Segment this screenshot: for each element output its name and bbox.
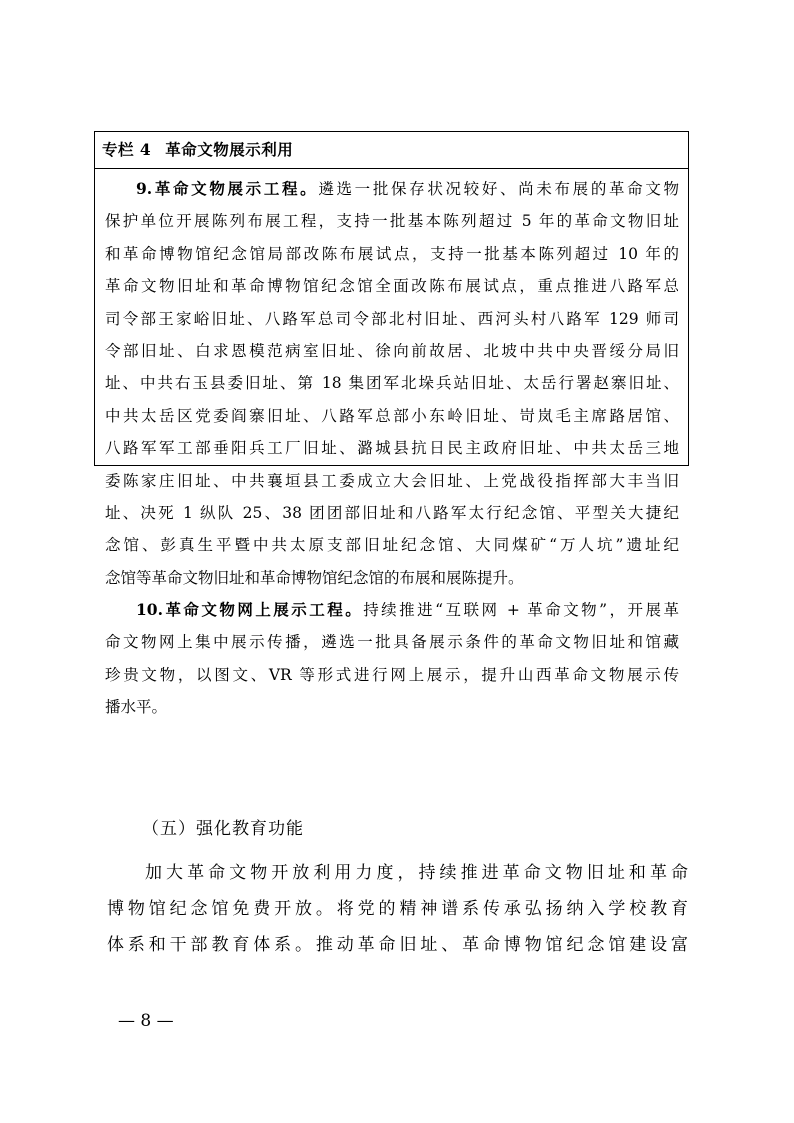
section-body bbox=[107, 855, 689, 963]
item10-heading: 10.革命文物网上展示工程。 bbox=[136, 600, 364, 620]
item9-line: 委陈家庄旧址、中共襄垣县工委成立大会旧址、上党战役指挥部大丰当旧 bbox=[105, 471, 679, 490]
item10-line: 播水平。 bbox=[105, 698, 168, 717]
item9-line: 9.革命文物展示工程。遴选一批保存状况较好、尚未布展的革命文物 bbox=[136, 179, 679, 198]
section-heading: （五）强化教育功能 bbox=[142, 819, 304, 839]
item9-line: 八路军军工部垂阳兵工厂旧址、潞城县抗日民主政府旧址、中共太岳三地 bbox=[105, 439, 679, 458]
item9-line: 念馆、彭真生平暨中共太原支部旧址纪念馆、大同煤矿“万人坑”遗址纪 bbox=[105, 536, 679, 555]
body-line: 加大革命文物开放利用力度，持续推进革命文物旧址和革命 bbox=[145, 863, 689, 883]
item9-line: 和革命博物馆纪念馆局部改陈布展试点，支持一批基本陈列超过 10 年的 bbox=[105, 244, 679, 263]
column-box-body bbox=[95, 169, 688, 724]
body-line: 体系和干部教育体系。推动革命旧址、革命博物馆纪念馆建设富 bbox=[107, 935, 689, 955]
item9-line: 址、决死 1 纵队 25、38 团团部旧址和八路军太行纪念馆、平型关大捷纪 bbox=[105, 503, 679, 522]
column-label: 专栏 4 bbox=[102, 140, 152, 159]
column-title: 革命文物展示利用 bbox=[165, 140, 294, 159]
item9-heading: 9.革命文物展示工程。 bbox=[136, 179, 319, 198]
item9-line: 念馆等革命文物旧址和革命博物馆纪念馆的布展和展陈提升。 bbox=[105, 568, 524, 587]
item9-line: 革命文物旧址和革命博物馆纪念馆全面改陈布展试点，重点推进八路军总 bbox=[105, 277, 679, 296]
item9-line: 保护单位开展陈列布展工程，支持一批基本陈列超过 5 年的革命文物旧址 bbox=[105, 212, 679, 231]
item10-line: 命文物网上集中展示传播，遴选一批具备展示条件的革命文物旧址和馆藏 bbox=[105, 633, 679, 652]
item9-line: 司令部王家峪旧址、八路军总司令部北村旧址、西河头村八路军 129 师司 bbox=[105, 309, 679, 328]
item9-line: 中共太岳区党委阎寨旧址、八路军总部小东岭旧址、岢岚毛主席路居馆、 bbox=[105, 406, 679, 425]
item10-line: 珍贵文物，以图文、VR 等形式进行网上展示，提升山西革命文物展示传 bbox=[105, 665, 679, 684]
body-line: 博物馆纪念馆免费开放。将党的精神谱系传承弘扬纳入学校教育 bbox=[107, 899, 689, 919]
column-box-header bbox=[95, 132, 688, 169]
page-number: — 8 — bbox=[118, 1011, 174, 1031]
column-box bbox=[94, 131, 689, 717]
item10-line: 10.革命文物网上展示工程。持续推进“互联网 + 革命文物”，开展革 bbox=[136, 600, 679, 620]
item9-line: 令部旧址、白求恩模范病室旧址、徐向前故居、北坡中共中央晋绥分局旧 bbox=[105, 341, 679, 360]
item9-line: 址、中共右玉县委旧址、第 18 集团军北垛兵站旧址、太岳行署赵寨旧址、 bbox=[105, 374, 679, 393]
